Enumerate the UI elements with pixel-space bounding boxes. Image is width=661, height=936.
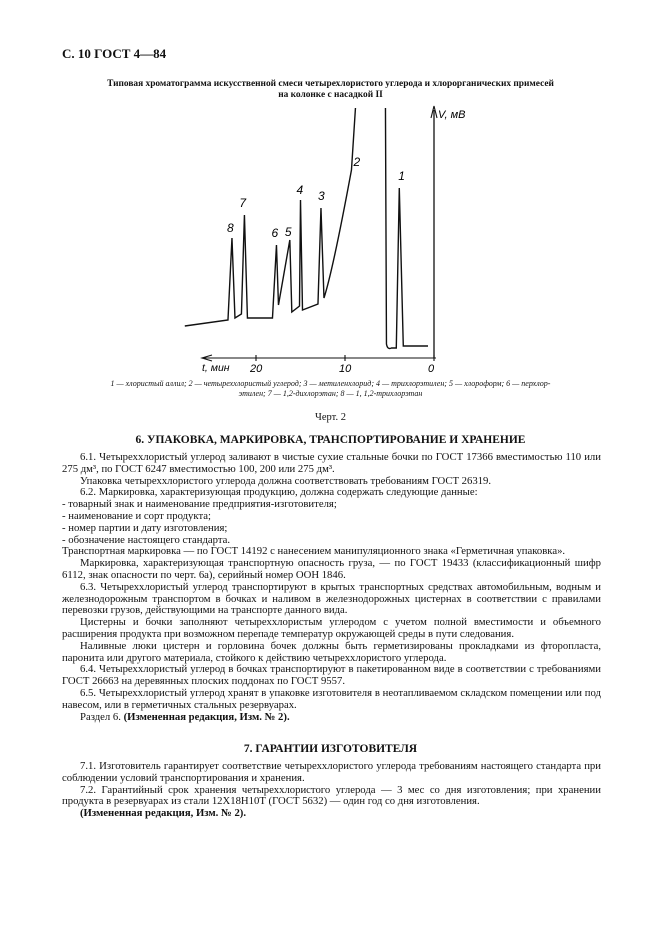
paragraph: 7.1. Изготовитель гарантирует соответствие четыреххлористого углерода требованиям настоящего стандарта при соблюдении условий транспортирования и хранения. <box>62 760 601 784</box>
section-7-title: 7. ГАРАНТИИ ИЗГОТОВИТЕЛЯ <box>243 743 418 755</box>
paragraph: 7.2. Гарантийный срок хранения четыреххлористого углерода — 3 мес со дня изготовления; при хранении продукта в резервуарах из стали 12Х18Н10Т (ГОСТ 5632) — один год со дня изготовления. <box>62 783 601 808</box>
paragraph: Маркировка, характеризующая транспортную опасность груза, — по ГОСТ 19433 (классификационный шифр 6112, знак опасности по черт. 6а), серийный номер ООН 1846. <box>62 557 601 581</box>
amendment-note: (Измененная редакция, Изм. № 2). <box>123 710 290 723</box>
peak-label-6: 6 <box>271 226 279 240</box>
list-item: - обозначение настоящего стандарта. <box>62 533 231 546</box>
chart-title-line-2: на колонке с насадкой II <box>278 90 383 100</box>
page-header: С. 10 ГОСТ 4—84 <box>62 46 167 61</box>
peak-label-7: 7 <box>239 196 247 210</box>
amendment-prefix: Раздел 6. <box>80 710 121 723</box>
section-6-body <box>62 452 601 723</box>
peak-label-4: 4 <box>296 183 304 197</box>
paragraph: 6.2. Маркировка, характеризующая продукцию, должна содержать следующие данные: <box>80 486 478 499</box>
y-axis-label: V, мВ <box>438 109 466 121</box>
list-item: - наименование и сорт продукта; <box>62 509 211 522</box>
peak-label-8: 8 <box>226 221 234 235</box>
paragraph: 6.4. Четыреххлористый углерод в бочках транспортируют в пакетированном виде в соответствии с требованиями ГОСТ 26663 на деревянных плоских поддонах по ГОСТ 9557. <box>62 663 601 688</box>
paragraph: Цистерны и бочки заполняют четыреххлористым углеродом с учетом полной вместимости и объемного расширения продукта при возможном перепаде температур окружающей среды в пути следования. <box>62 616 601 640</box>
chart-title-line-1: Типовая хроматограмма искусственной смеси четырехлористого углерода и хлорорганических примесей <box>107 79 554 89</box>
peak-label-3: 3 <box>317 189 325 203</box>
section-7-body <box>62 761 601 820</box>
x-tick-label: 0 <box>428 363 435 375</box>
paragraph: Наливные люки цистерн и горловина бочек должны быть герметизированы прокладками из фторопласта, паронита или другого материала, стойкого к действию четыреххлористого углерода. <box>62 639 601 664</box>
paragraph: 6.1. Четыреххлористый углерод заливают в чистые сухие стальные бочки по ГОСТ 17366 вместимостью 110 или 275 дм³, по ГОСТ 6247 вместимостью 100, 200 или 275 дм³. <box>62 451 601 475</box>
section-6-title: 6. УПАКОВКА, МАРКИРОВКА, ТРАНСПОРТИРОВАНИЕ И ХРАНЕНИЕ <box>135 434 526 446</box>
peak-label-2: 2 <box>353 155 361 169</box>
peak-label-5: 5 <box>284 225 292 239</box>
paragraph: 6.3. Четыреххлористый углерод транспортируют в крытых транспортных средствах автомобильным, водным и железнодорожным транспортом в бочках и наливом в железнодорожных цистернах в соответствии с правилами перевозки грузов, действующими на транспорте данного вида. <box>62 580 601 617</box>
section-7-amendment: (Измененная редакция, Изм. № 2). <box>80 807 247 820</box>
signal-trace-right <box>385 108 428 349</box>
legend-line-1: 1 — хлористый аллил; 2 — четыреххлористый углерод; 3 — метиленхлорид; 4 — трихлорэтилен; 5 — хлороформ; 6 — перхлор- <box>110 379 551 388</box>
figure-caption: Черт. 2 <box>315 412 346 423</box>
list-item: - номер партии и дату изготовления; <box>62 521 228 534</box>
x-tick-label: 20 <box>250 363 263 375</box>
peak-label-1: 1 <box>398 169 405 183</box>
paragraph: Транспортная маркировка — по ГОСТ 14192 с нанесением манипуляционного знака «Герметичная упаковка». <box>62 545 566 558</box>
paragraph: Упаковка четыреххлористого углерода должна соответствовать требованиям ГОСТ 26319. <box>80 474 492 487</box>
list-item: - товарный знак и наименование предприятия-изготовителя; <box>62 498 337 511</box>
x-axis-label: t, мин <box>202 362 230 374</box>
paragraph: 6.5. Четыреххлористый углерод хранят в упаковке изготовителя в неотапливаемом складском помещении или под навесом, или в герметичных стальных резервуарах. <box>62 686 601 711</box>
legend-line-2: этилен; 7 — 1,2-дихлорэтан; 8 — 1, 1,2-трихлорэтан <box>238 389 423 398</box>
chromatogram <box>190 100 466 376</box>
signal-trace-left <box>185 108 356 326</box>
section-6-amendment <box>62 712 601 724</box>
x-tick-label: 10 <box>339 363 352 375</box>
